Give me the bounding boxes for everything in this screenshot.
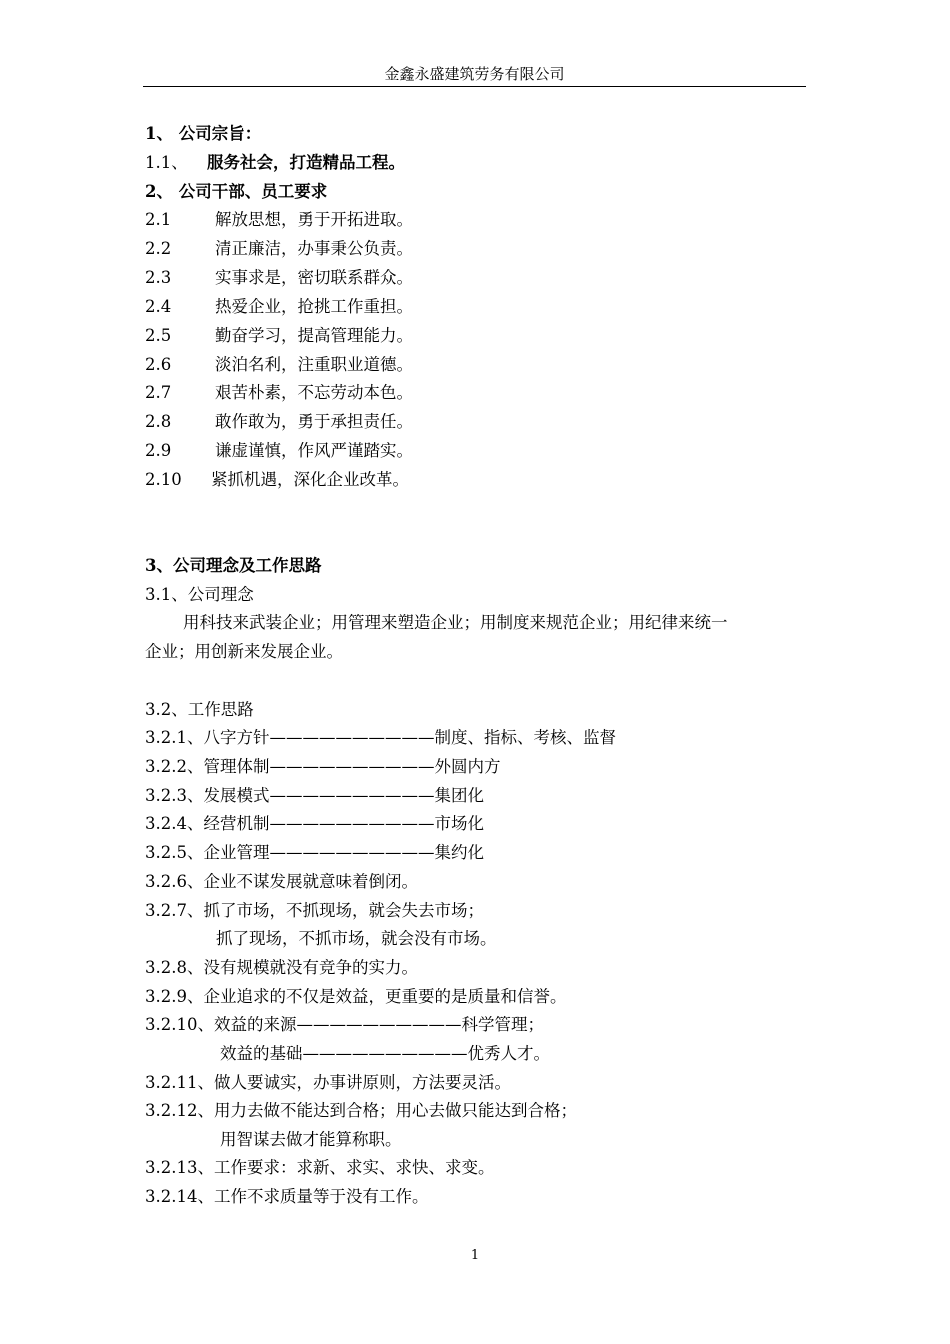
section-3-heading: 3、公司理念及工作思路 — [145, 556, 322, 575]
item-number: 2.1 — [145, 210, 172, 229]
item-number: 2.4 — [145, 297, 172, 316]
list-item — [145, 324, 413, 348]
item-text: 紧抓机遇，深化企业改革。 — [211, 470, 409, 489]
list-item-continuation: 用智谋去做才能算称职。 — [220, 1130, 402, 1149]
list-item: 3.2.7、抓了市场，不抓现场，就会失去市场； — [145, 901, 484, 920]
item-number: 2.8 — [145, 412, 172, 431]
paragraph-line: 用科技来武装企业；用管理来塑造企业；用制度来规范企业；用纪律来统一 — [183, 613, 728, 632]
list-item: 3.2.4、经营机制——————————市场化 — [145, 814, 484, 833]
list-item: 3.2.8、没有规模就没有竞争的实力。 — [145, 958, 418, 977]
list-item: 3.2.11、做人要诚实，办事讲原则，方法要灵活。 — [145, 1073, 511, 1092]
page-header: 金鑫永盛建筑劳务有限公司 — [143, 62, 806, 87]
list-item: 3.2.9、企业追求的不仅是效益，更重要的是质量和信誉。 — [145, 987, 567, 1006]
list-item: 3.2.2、管理体制——————————外圆内方 — [145, 757, 501, 776]
list-item-continuation: 效益的基础——————————优秀人才。 — [220, 1044, 550, 1063]
list-item: 3.2.6、企业不谋发展就意味着倒闭。 — [145, 872, 418, 891]
list-item — [145, 208, 413, 232]
item-number: 2.5 — [145, 326, 172, 345]
item-text: 艰苦朴素，不忘劳动本色。 — [215, 383, 413, 402]
section-2-heading: 2、 公司干部、员工要求 — [145, 182, 328, 201]
item-number: 2.10 — [145, 470, 182, 489]
subsection-3-2-heading: 3.2、工作思路 — [145, 700, 254, 719]
item-text: 服务社会，打造精品工程。 — [207, 153, 405, 172]
list-item — [145, 439, 413, 463]
section-1-heading: 1、 公司宗旨： — [145, 124, 262, 143]
section-1-item — [145, 151, 405, 175]
list-item — [145, 353, 413, 377]
item-number: 2.3 — [145, 268, 172, 287]
item-number: 1.1、 — [145, 153, 188, 172]
list-item: 3.2.13、工作要求：求新、求实、求快、求变。 — [145, 1158, 495, 1177]
list-item — [145, 468, 409, 492]
subsection-3-1-heading: 3.1、公司理念 — [145, 585, 254, 604]
item-text: 淡泊名利，注重职业道德。 — [215, 355, 413, 374]
list-item — [145, 266, 413, 290]
item-text: 解放思想，勇于开拓进取。 — [215, 210, 413, 229]
item-number: 2.6 — [145, 355, 172, 374]
list-item — [145, 295, 413, 319]
item-number: 2.9 — [145, 441, 172, 460]
list-item — [145, 237, 413, 261]
list-item: 3.2.5、企业管理——————————集约化 — [145, 843, 484, 862]
list-item — [145, 410, 413, 434]
list-item-continuation: 抓了现场，不抓市场，就会没有市场。 — [216, 929, 497, 948]
item-text: 勤奋学习，提高管理能力。 — [215, 326, 413, 345]
item-text: 敢作敢为，勇于承担责任。 — [215, 412, 413, 431]
list-item: 3.2.12、用力去做不能达到合格；用心去做只能达到合格； — [145, 1101, 577, 1120]
item-text: 清正廉洁，办事秉公负责。 — [215, 239, 413, 258]
list-item: 3.2.14、工作不求质量等于没有工作。 — [145, 1187, 429, 1206]
list-item: 3.2.1、八字方针——————————制度、指标、考核、监督 — [145, 728, 616, 747]
item-text: 实事求是，密切联系群众。 — [215, 268, 413, 287]
list-item: 3.2.10、效益的来源——————————科学管理； — [145, 1015, 544, 1034]
item-text: 谦虚谨慎，作风严谨踏实。 — [215, 441, 413, 460]
page-number: 1 — [470, 1248, 480, 1263]
list-item — [145, 381, 413, 405]
item-text: 热爱企业，抢挑工作重担。 — [215, 297, 413, 316]
item-number: 2.2 — [145, 239, 172, 258]
item-number: 2.7 — [145, 383, 172, 402]
paragraph-line: 企业；用创新来发展企业。 — [145, 642, 343, 661]
list-item: 3.2.3、发展模式——————————集团化 — [145, 786, 484, 805]
